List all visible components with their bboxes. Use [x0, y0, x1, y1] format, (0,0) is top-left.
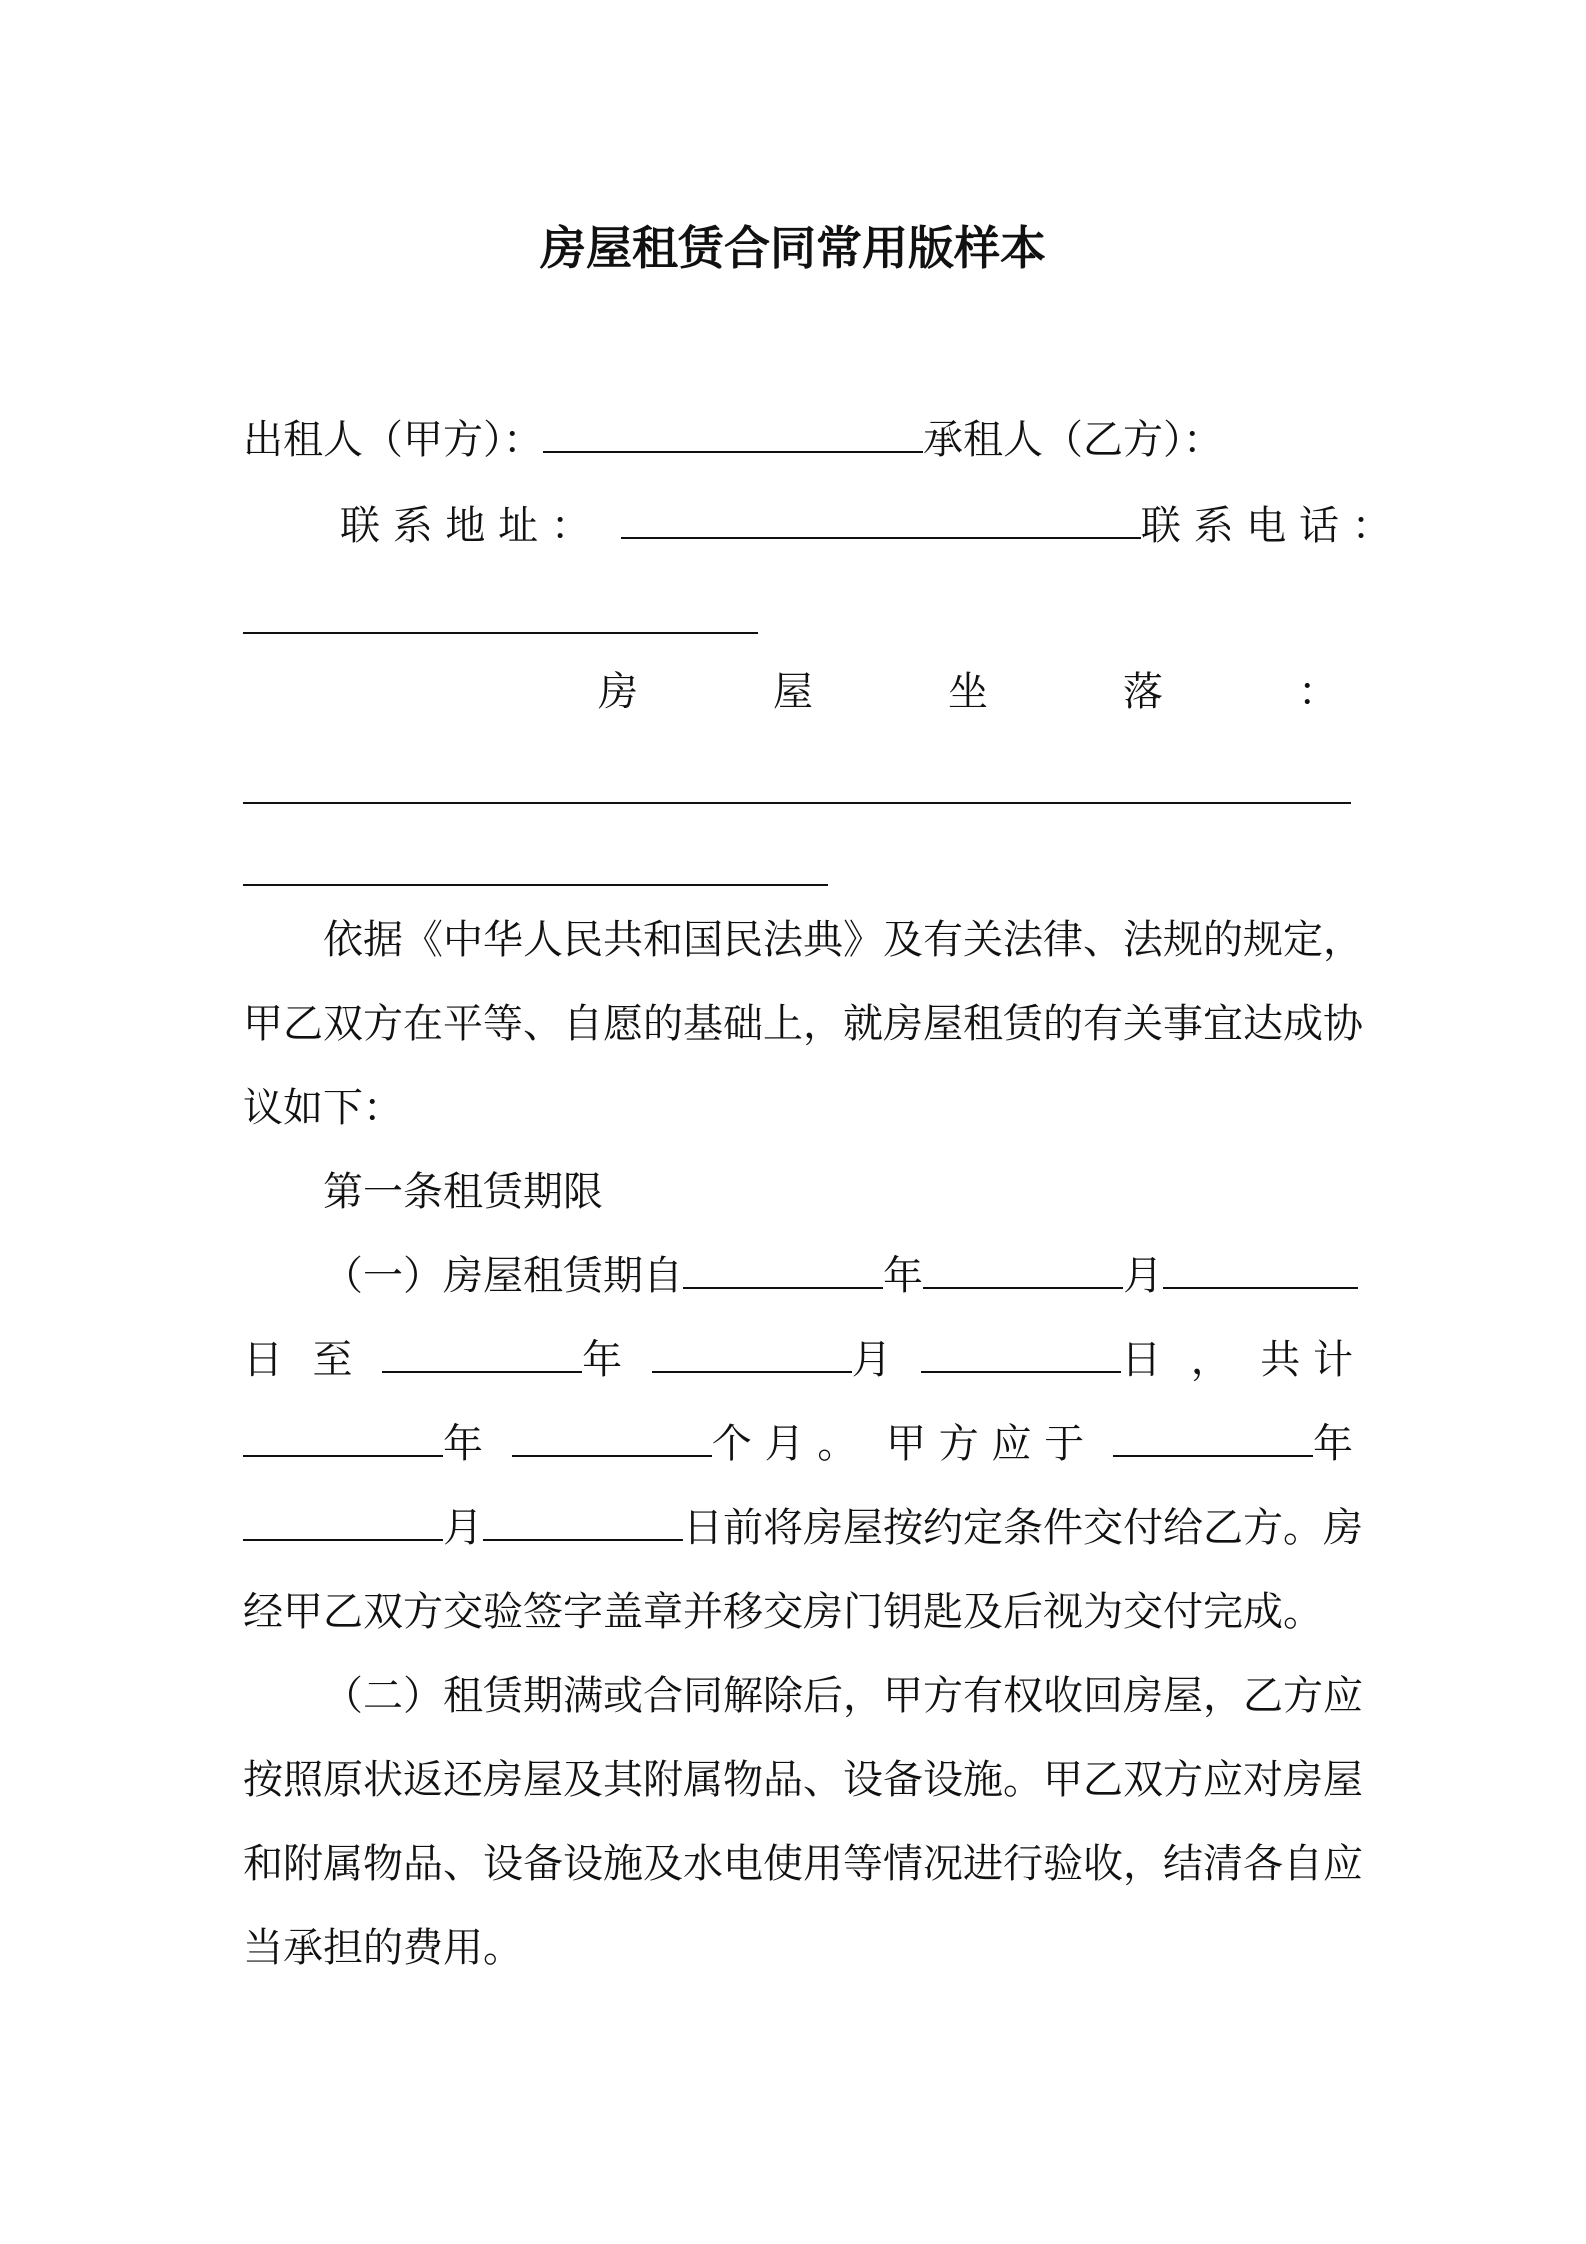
lessor-label: 出租人（甲方）： — [243, 417, 543, 463]
end-month-blank — [652, 1339, 852, 1373]
clause-2-line-3: 和附属物品、设备设施及水电使用等情况进行验收，结清各自应 — [243, 1841, 1363, 1887]
year-label: 年 — [1312, 1421, 1353, 1467]
start-day-blank — [1163, 1255, 1358, 1289]
clause-1-line-1 — [323, 1248, 1353, 1304]
location-line — [598, 664, 1338, 720]
start-month-blank — [923, 1255, 1123, 1289]
year-label: 年 — [582, 1337, 623, 1383]
term-month-blank — [512, 1423, 712, 1457]
clause-1-line-3 — [243, 1416, 1353, 1472]
month-label: 月 — [443, 1505, 483, 1551]
month-label: 月 — [851, 1337, 892, 1383]
lessor-blank — [543, 419, 923, 453]
year-label: 年 — [883, 1253, 923, 1299]
contact-line — [340, 498, 1392, 554]
phone-label: 联 系 电 话 ： — [1140, 503, 1392, 549]
delivery-text: 日前将房屋按约定条件交付给乙方。房 — [683, 1505, 1363, 1551]
total-label: 共 计 — [1260, 1337, 1353, 1383]
comma: ， — [1190, 1337, 1231, 1383]
delivery-year-blank — [1113, 1423, 1313, 1457]
phone-blank — [243, 600, 758, 634]
clause-1-prefix: （一）房屋租赁期自 — [323, 1253, 683, 1299]
clause-1-line-2 — [243, 1332, 1353, 1388]
intro-line-3: 议如下： — [243, 1085, 403, 1131]
to-label: 至 — [312, 1337, 353, 1383]
clause-2-line-2: 按照原状返还房屋及其附属物品、设备设施。甲乙双方应对房屋 — [243, 1757, 1363, 1803]
article-1-heading: 第一条租赁期限 — [323, 1169, 603, 1215]
parties-line — [243, 412, 1353, 468]
party-a-due-label: 甲 方 应 于 — [886, 1421, 1085, 1467]
clause-2-line-4: 当承担的费用。 — [243, 1925, 523, 1971]
location-blank-1 — [243, 770, 1351, 804]
address-blank — [621, 505, 1141, 539]
location-blank-2 — [243, 852, 828, 886]
clause-1-line-4 — [243, 1500, 1363, 1556]
location-char: 屋 — [773, 669, 813, 715]
location-char: 坐 — [948, 669, 988, 715]
start-year-blank — [683, 1255, 883, 1289]
year-label: 年 — [443, 1421, 483, 1467]
end-day-blank — [921, 1339, 1121, 1373]
months-label: 个 月 。 — [711, 1421, 858, 1467]
address-label: 联 系 地 址 ： — [340, 503, 591, 549]
clause-2-line-1: （二）租赁期满或合同解除后，甲方有权收回房屋，乙方应 — [323, 1673, 1363, 1719]
location-char: ： — [1298, 669, 1338, 715]
term-year-blank — [243, 1423, 443, 1457]
delivery-day-blank — [483, 1507, 683, 1541]
delivery-month-blank — [243, 1507, 443, 1541]
day-label: 日 — [243, 1337, 283, 1383]
location-char: 落 — [1123, 669, 1163, 715]
document-title: 房屋租赁合同常用版样本 — [540, 221, 1046, 275]
month-label: 月 — [1123, 1253, 1163, 1299]
end-year-blank — [382, 1339, 582, 1373]
location-char: 房 — [598, 669, 638, 715]
lessee-label: 承租人（乙方）： — [923, 417, 1223, 463]
day-label: 日 — [1121, 1337, 1162, 1383]
intro-line-2: 甲乙双方在平等、自愿的基础上，就房屋租赁的有关事宜达成协 — [243, 1001, 1363, 1047]
intro-line-1: 依据《中华人民共和国民法典》及有关法律、法规的规定， — [323, 917, 1363, 963]
clause-1-line-5: 经甲乙双方交验签字盖章并移交房门钥匙及后视为交付完成。 — [243, 1589, 1323, 1635]
